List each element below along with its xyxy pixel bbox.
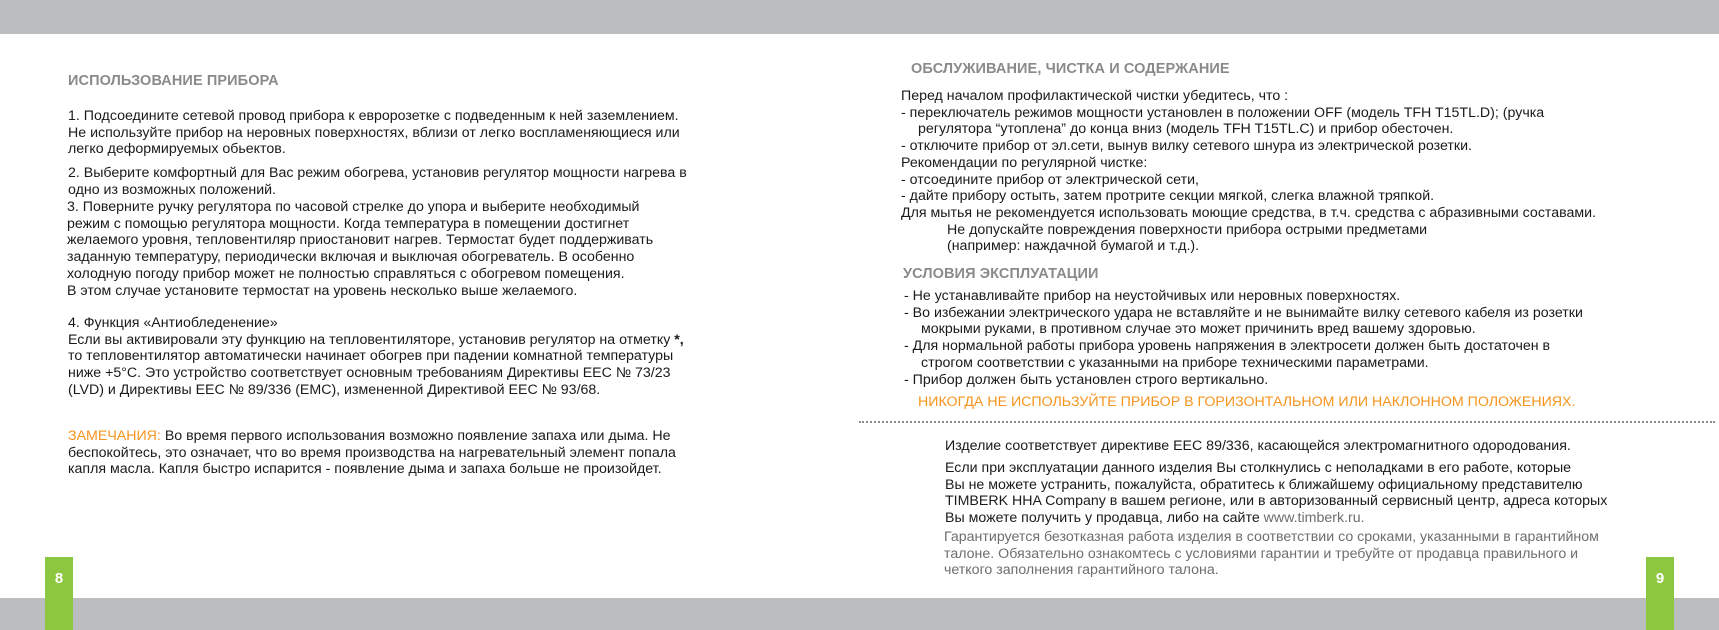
website-link[interactable]: www.timberk.ru. (1263, 510, 1365, 527)
step-2 (68, 165, 687, 198)
step-1-line: 1. Подсоедините сетевой провод прибора к евророзетке с подведенным к ней заземлением. (68, 108, 679, 124)
conditions-line: - Во избежании электрического удара не вставляйте и не вынимайте вилку сетевого кабеля из розетки (904, 304, 1583, 321)
warning-text: НИКОГДА НЕ ИСПОЛЬЗУЙТЕ ПРИБОР В ГОРИЗОНТАЛЬНОМ ИЛИ НАКЛОННОМ ПОЛОЖЕНИЯХ. (918, 394, 1576, 410)
guarantee-line: Гарантируется безотказная работа изделия в соответствии со сроками, указанными в гарантийном (944, 529, 1599, 545)
conditions-line: мокрыми руками, в противном случае это может причинить вред вашему здоровью. (921, 321, 1476, 338)
step-4-title: 4. Функция «Антиобледенение» (68, 315, 278, 331)
service-line: Если при эксплуатации данного изделия Вы столкнулись с неполадками в его работе, которые (945, 460, 1572, 476)
remarks (68, 428, 676, 478)
conditions-text (904, 288, 1583, 388)
remarks-line: ЗАМЕЧАНИЯ: Во время первого использования возможно появление запаха или дыма. Не (68, 428, 671, 444)
conditions-line: - Прибор должен быть установлен строго вертикально. (904, 371, 1269, 388)
maintenance-line: Для мытья не рекомендуется использовать моющие средства, в т.ч. средства с абразивными составами. (901, 204, 1597, 221)
service-line: TIMBERK HHA Company в вашем регионе, или в авторизованный сервисный центр, адреса которых (945, 493, 1608, 510)
maintenance-line: Перед началом профилактической чистки убедитесь, что : (901, 88, 1289, 104)
step-3-line: режим с помощью регулятора мощности. Когда температура в помещении достигнет (67, 215, 630, 232)
maintenance-line: - отключите прибор от эл.сети, вынув вилку сетевого шнура из электрической розетки. (901, 138, 1473, 155)
maintenance-line: - отсоедините прибор от электрической сети, (901, 171, 1199, 188)
maintenance-line: - переключатель режимов мощности установлен в положении OFF (модель TFH T15TL.D); (ручка (901, 104, 1545, 121)
step-4 (68, 315, 684, 399)
heading-conditions: УСЛОВИЯ ЭКСПЛУАТАЦИИ (903, 266, 1099, 282)
service-text (945, 460, 1607, 527)
heading-usage: ИСПОЛЬЗОВАНИЕ ПРИБОРА (68, 73, 279, 89)
step-3 (67, 199, 653, 299)
maintenance-line: (например: наждачной бумагой и т.д.). (947, 238, 1200, 255)
step-4-line: (LVD) и Директивы ЕЕС № 89/336 (ЕМС), измененной Директивой ЕЕС № 93/68. (68, 381, 601, 398)
step-4-line: то тепловентилятор автоматически начинает обогрев при падении комнатной температуры (68, 348, 674, 365)
remarks-line: беспокойтесь, это означает, что во время производства на нагревательный элемент попала (68, 444, 676, 461)
remarks-label: ЗАМЕЧАНИЯ: (68, 428, 161, 444)
step-3-line: В этом случае установите термостат на уровень несколько выше желаемого. (67, 282, 578, 299)
conditions-line: - Для нормальной работы прибора уровень напряжения в электросети должен быть достаточен в (904, 338, 1551, 355)
step-3-line: холодную погоду прибор может не полностью справляться с обогревом помещения. (67, 265, 625, 282)
page-number-left: 8 (45, 557, 73, 630)
maintenance-line: - дайте прибору остыть, затем протрите секции мягкой, слегка влажной тряпкой. (901, 188, 1435, 205)
service-line: Вы не можете устранить, пожалуйста, обратитесь к ближайшему официальному представителю (945, 476, 1583, 493)
step-4-line: Если вы активировали эту функцию на тепловентиляторе, установив регулятор на отметку *, (68, 331, 684, 348)
conditions-line: - Не устанавливайте прибор на неустойчивых или неровных поверхностях. (904, 288, 1401, 304)
maintenance-line: Не допускайте повреждения поверхности прибора острыми предметами (947, 221, 1428, 238)
maintenance-line: Рекомендации по регулярной чистке: (901, 154, 1148, 171)
bottom-band (0, 598, 1719, 630)
step-4-line: ниже +5°С. Это устройство соответствует основным требованиям Директивы ЕЕС № 73/23 (68, 365, 671, 382)
step-2-line: одно из возможных положений. (68, 181, 276, 198)
top-band (0, 0, 1719, 34)
remarks-line: капля масла. Капля быстро испарится - появление дыма и запаха больше не произойдет. (68, 461, 662, 478)
maintenance-text (901, 88, 1596, 255)
conditions-line: строгом соответствии с указанными на приборе техническими параметрами. (921, 354, 1429, 371)
step-2-line: 2. Выберите комфортный для Вас режим обогрева, установив регулятор мощности нагрева в (68, 165, 687, 181)
heading-maintenance: ОБСЛУЖИВАНИЕ, ЧИСТКА И СОДЕРЖАНИЕ (911, 61, 1230, 77)
maintenance-line: регулятора “утоплена” до конца вниз (модель TFH T15TL.C) и прибор обесточен. (918, 121, 1454, 138)
step-3-line: заданную температуру, периодически включая и выключая обогреватель. В особенно (67, 249, 635, 266)
antifreeze-symbol: *, (674, 331, 684, 348)
guarantee-text (944, 529, 1599, 579)
step-3-line: желаемого уровня, тепловентиляр приостановит нагрев. Термостат будет поддерживать (67, 232, 654, 249)
step-3-line: 3. Поверните ручку регулятора по часовой стрелке до упора и выберите необходимый (67, 199, 640, 215)
guarantee-line: четкого заполнения гарантийного талона. (944, 562, 1219, 579)
step-1 (68, 108, 680, 158)
page-number-right: 9 (1646, 557, 1674, 630)
directive-text: Изделие соответствует директиве ЕЕС 89/336, касающейся электромагнитного одородования. (945, 438, 1571, 454)
step-1-line: легко деформируемых обьектов. (68, 141, 286, 158)
dotted-divider (859, 421, 1715, 423)
service-line: Вы можете получить у продавца, либо на сайте www.timberk.ru. (945, 510, 1365, 527)
step-1-line: Не используйте прибор на неровных поверхностях, вблизи от легко воспламеняющиеся или (68, 124, 680, 141)
guarantee-line: талоне. Обязательно ознакомтесь с условиями гарантии и требуйте от продавца правильного и (944, 545, 1579, 562)
